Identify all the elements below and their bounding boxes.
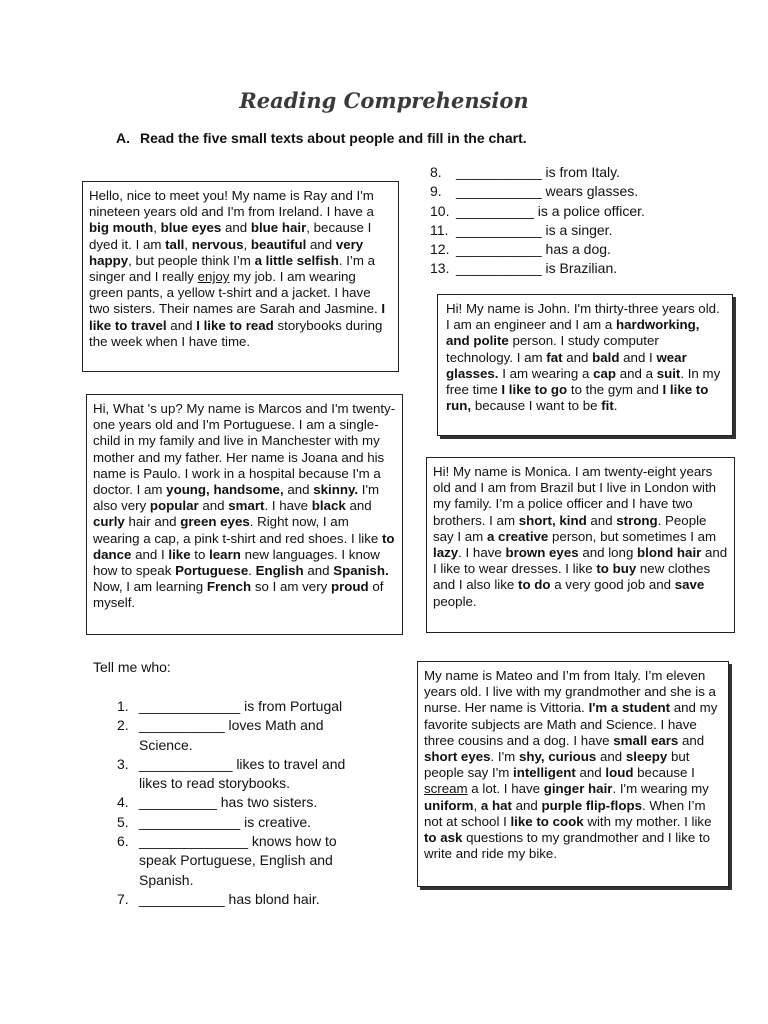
bold-phrase: purple flip-flops <box>541 797 642 813</box>
question-item <box>117 697 367 716</box>
text-run: . Right now, I am wearing a cap, a pink t-shirt and red shoes. I like <box>93 514 382 546</box>
bold-phrase: to ask <box>424 830 463 846</box>
bold-phrase: big mouth <box>89 220 154 236</box>
bold-phrase: blond hair <box>637 545 702 561</box>
instruction-text: Read the five small texts about people and fill in the chart. <box>140 130 527 146</box>
tell-me-questions <box>117 697 367 909</box>
monica-text <box>433 464 728 610</box>
question-text: ______________ knows how to speak Portuguese, English and Spanish. <box>139 833 337 888</box>
bold-phrase: strong <box>616 512 658 528</box>
question-number: 6. <box>117 833 129 850</box>
text-run: , <box>153 220 161 236</box>
text-run: person. I study computer technology. I am <box>446 333 659 365</box>
question-item <box>430 221 730 240</box>
text-run: and <box>345 498 372 514</box>
bold-phrase: small ears <box>613 732 679 748</box>
bold-phrase: ginger hair <box>543 781 613 797</box>
text-run: with my mother. I like <box>583 813 712 829</box>
text-box-marcos <box>86 394 403 635</box>
text-run: people. <box>433 593 477 609</box>
bold-phrase: a little selfish <box>254 252 339 268</box>
text-run: . I'm <box>490 749 519 765</box>
bold-phrase: skinny. <box>313 482 359 498</box>
bold-phrase: short eyes <box>424 749 491 765</box>
bold-phrase: loud <box>605 765 634 781</box>
bold-phrase: English <box>255 563 304 579</box>
question-item <box>430 202 730 221</box>
text-box-john <box>437 294 733 436</box>
underlined-word: scream <box>424 781 468 797</box>
bold-phrase: short, kind <box>518 512 587 528</box>
bold-phrase: curly <box>93 514 125 530</box>
text-run: and long <box>578 545 638 561</box>
text-run: I'm also very <box>93 482 380 514</box>
instruction-letter: A. <box>116 130 130 146</box>
text-run: and I <box>619 349 657 365</box>
text-run: because I want to be <box>471 398 602 414</box>
text-run: and <box>511 797 542 813</box>
question-text: _____________ is creative. <box>139 813 312 830</box>
ray-text <box>89 188 392 350</box>
bold-phrase: to buy <box>596 561 637 577</box>
question-item <box>430 240 730 259</box>
text-run: and <box>166 317 197 333</box>
marcos-text <box>93 401 396 612</box>
bold-phrase: I like to travel <box>89 301 386 333</box>
text-run: and <box>575 765 606 781</box>
question-text: __________ is a police officer. <box>456 202 645 219</box>
bold-phrase: fat <box>546 349 563 365</box>
bold-phrase: like <box>168 546 191 562</box>
text-box-monica <box>426 457 735 633</box>
text-run: . In my free time <box>446 365 721 398</box>
question-text: _____________ is from Portugal <box>139 698 343 714</box>
question-item <box>430 259 730 278</box>
question-number: 8. <box>430 164 442 180</box>
bold-phrase: I like to read <box>196 317 274 333</box>
text-run: and <box>283 482 314 498</box>
question-number: 12. <box>430 241 450 258</box>
bold-phrase: tall <box>165 236 185 252</box>
question-item <box>430 182 730 201</box>
question-item <box>117 832 367 890</box>
question-item <box>117 793 367 812</box>
bold-phrase: blue hair <box>250 220 307 236</box>
question-number: 11. <box>430 221 449 238</box>
text-run: . People say I am <box>433 512 707 544</box>
question-text: ___________ has blond hair. <box>139 890 320 907</box>
question-number: 5. <box>117 813 129 830</box>
text-run: of myself. <box>93 579 384 611</box>
question-number: 10. <box>430 202 450 219</box>
text-run: Now, I am learning <box>93 579 207 595</box>
bold-phrase: to dance <box>93 530 395 562</box>
text-run: Hi! My name is John. I'm thirty-three years old. I am an engineer and I am a <box>446 301 720 333</box>
tell-me-heading: Tell me who: <box>93 659 171 675</box>
question-text: ___________ is a singer. <box>456 221 613 238</box>
page-title: Reading Comprehension <box>239 88 529 113</box>
text-run: . I’m a singer and I really <box>89 252 376 285</box>
bold-phrase: wear glasses. <box>446 349 687 381</box>
text-run: . When I’m not at school I <box>424 797 706 829</box>
text-run: my job. I am wearing green pants, a yellow t-shirt and a jacket. I have two sisters. Their names are Sarah and Jasmine. <box>89 269 382 317</box>
bold-phrase: to do <box>518 577 551 593</box>
text-run: and <box>303 563 334 579</box>
text-run: , but people think I’m <box>128 252 255 268</box>
bold-phrase: save <box>674 577 705 593</box>
question-text: ___________ wears glasses. <box>456 183 639 200</box>
john-text <box>446 301 726 414</box>
instruction <box>116 130 527 146</box>
text-run: and <box>678 732 705 748</box>
bold-phrase: fit <box>601 398 614 414</box>
text-run: a very good job and <box>550 577 675 593</box>
bold-phrase: French <box>206 579 252 595</box>
text-run: to the gym and <box>567 382 663 398</box>
bold-phrase: hardworking, and polite <box>446 317 700 349</box>
text-run: . <box>248 563 256 579</box>
text-run: Hi, What 's up? My name is Marcos and I'm twenty-one years old and I'm Portuguese. I am a single-child in my family and live in Manchester with my mother and my father. Her name is Joana and his name is Paulo. I work in a hospital because I'm a doctor. I am <box>93 401 396 498</box>
question-number: 7. <box>117 890 129 907</box>
bold-phrase: popular <box>149 498 199 514</box>
bold-phrase: sleepy <box>625 749 668 765</box>
bold-phrase: learn <box>209 546 241 562</box>
text-run: I am wearing a <box>498 365 594 381</box>
bold-phrase: cap <box>593 365 617 381</box>
question-item <box>117 890 367 909</box>
text-run: and <box>306 236 336 252</box>
bold-phrase: proud <box>330 579 369 595</box>
question-text: ____________ likes to travel and likes to read storybooks. <box>139 755 346 792</box>
text-run: so I am very <box>251 579 331 595</box>
text-run: person, but sometimes I am <box>548 528 717 544</box>
right-questions <box>430 163 730 279</box>
bold-phrase: Spanish. <box>333 563 389 579</box>
bold-phrase: a hat <box>480 797 512 813</box>
text-run: to <box>190 546 210 562</box>
bold-phrase: green eyes <box>180 514 250 530</box>
text-run: and I like to wear dresses. I like <box>433 545 728 577</box>
bold-phrase: young, handsome, <box>166 482 284 498</box>
text-run: . I have <box>264 498 312 514</box>
text-run: because I <box>633 765 695 781</box>
question-number: 3. <box>117 755 129 772</box>
text-run: but people say I'm <box>424 749 690 781</box>
question-item <box>117 813 367 832</box>
text-run: and a <box>616 365 657 381</box>
bold-phrase: very happy <box>89 236 364 268</box>
text-run: and <box>562 349 593 365</box>
text-run: and I <box>131 546 169 562</box>
text-run: and <box>221 220 251 236</box>
bold-phrase: I like to go <box>501 382 568 398</box>
text-run: hair and <box>124 514 181 530</box>
bold-phrase: uniform <box>424 797 474 813</box>
bold-phrase: nervous <box>191 236 244 252</box>
bold-phrase: I'm a student <box>588 700 671 716</box>
underlined-word: enjoy <box>197 269 230 285</box>
bold-phrase: beautiful <box>250 236 307 252</box>
text-run: Hi! My name is Monica. I am twenty-eight years old and I am from Brazil but I live in London with my family. I’m a police officer and I have two brothers. I am <box>433 464 717 528</box>
bold-phrase: suit <box>656 365 681 381</box>
bold-phrase: bald <box>592 349 620 365</box>
text-run: storybooks during the week when I have time. <box>89 317 383 349</box>
text-box-mateo <box>417 661 729 887</box>
question-text: ___________ is Brazilian. <box>456 260 618 277</box>
text-run: , because I dyed it. I am <box>89 220 372 252</box>
text-run: , <box>473 797 481 813</box>
text-run: and <box>198 498 229 514</box>
bold-phrase: Portuguese <box>175 563 249 579</box>
text-run: . I have <box>458 545 506 561</box>
question-text: ___________ loves Math and Science. <box>139 717 324 753</box>
text-run: new languages. I know how to speak <box>93 546 380 579</box>
question-number: 9. <box>430 183 442 200</box>
text-run: and my favorite subjects are Math and Science. I have three cousins and a dog. I have <box>424 700 718 748</box>
text-run: questions to my grandmother and I like to write and ride my bike. <box>424 830 711 862</box>
text-run: . <box>613 398 618 414</box>
question-number: 4. <box>117 794 129 811</box>
bold-phrase: blue eyes <box>160 220 222 236</box>
question-text: ___________ is from Italy. <box>456 164 620 180</box>
bold-phrase: I like to run, <box>446 382 709 414</box>
question-number: 2. <box>117 717 129 734</box>
text-run: new clothes and I also like <box>433 561 711 593</box>
bold-phrase: a creative <box>486 528 549 544</box>
question-number: 13. <box>430 260 450 277</box>
text-run: and <box>596 749 626 765</box>
bold-phrase: like to cook <box>510 813 584 829</box>
bold-phrase: brown eyes <box>505 545 579 561</box>
text-run: . I'm wearing my <box>612 781 709 797</box>
question-item <box>117 716 367 755</box>
text-run: a lot. I have <box>467 781 544 797</box>
text-run: and <box>586 512 617 528</box>
bold-phrase: lazy <box>433 545 459 561</box>
bold-phrase: black <box>311 498 346 514</box>
text-box-ray <box>82 181 399 372</box>
mateo-text <box>424 668 722 862</box>
question-item <box>117 755 367 794</box>
bold-phrase: smart <box>228 498 265 514</box>
bold-phrase: shy, curious <box>518 749 597 765</box>
question-number: 1. <box>117 698 129 714</box>
question-item <box>430 163 730 182</box>
bold-phrase: intelligent <box>513 765 576 781</box>
text-run: My name is Mateo and I’m from Italy. I’m eleven years old. I live with my grandmother and she is a nurse. Her name is Vittoria. <box>424 668 716 716</box>
text-run: Hello, nice to meet you! My name is Ray and I'm nineteen years old and I'm from Ireland. I have a <box>89 188 374 220</box>
text-run: , <box>243 236 251 252</box>
question-text: ___________ has a dog. <box>456 241 611 258</box>
question-text: __________ has two sisters. <box>139 794 318 811</box>
text-run: , <box>184 236 192 252</box>
